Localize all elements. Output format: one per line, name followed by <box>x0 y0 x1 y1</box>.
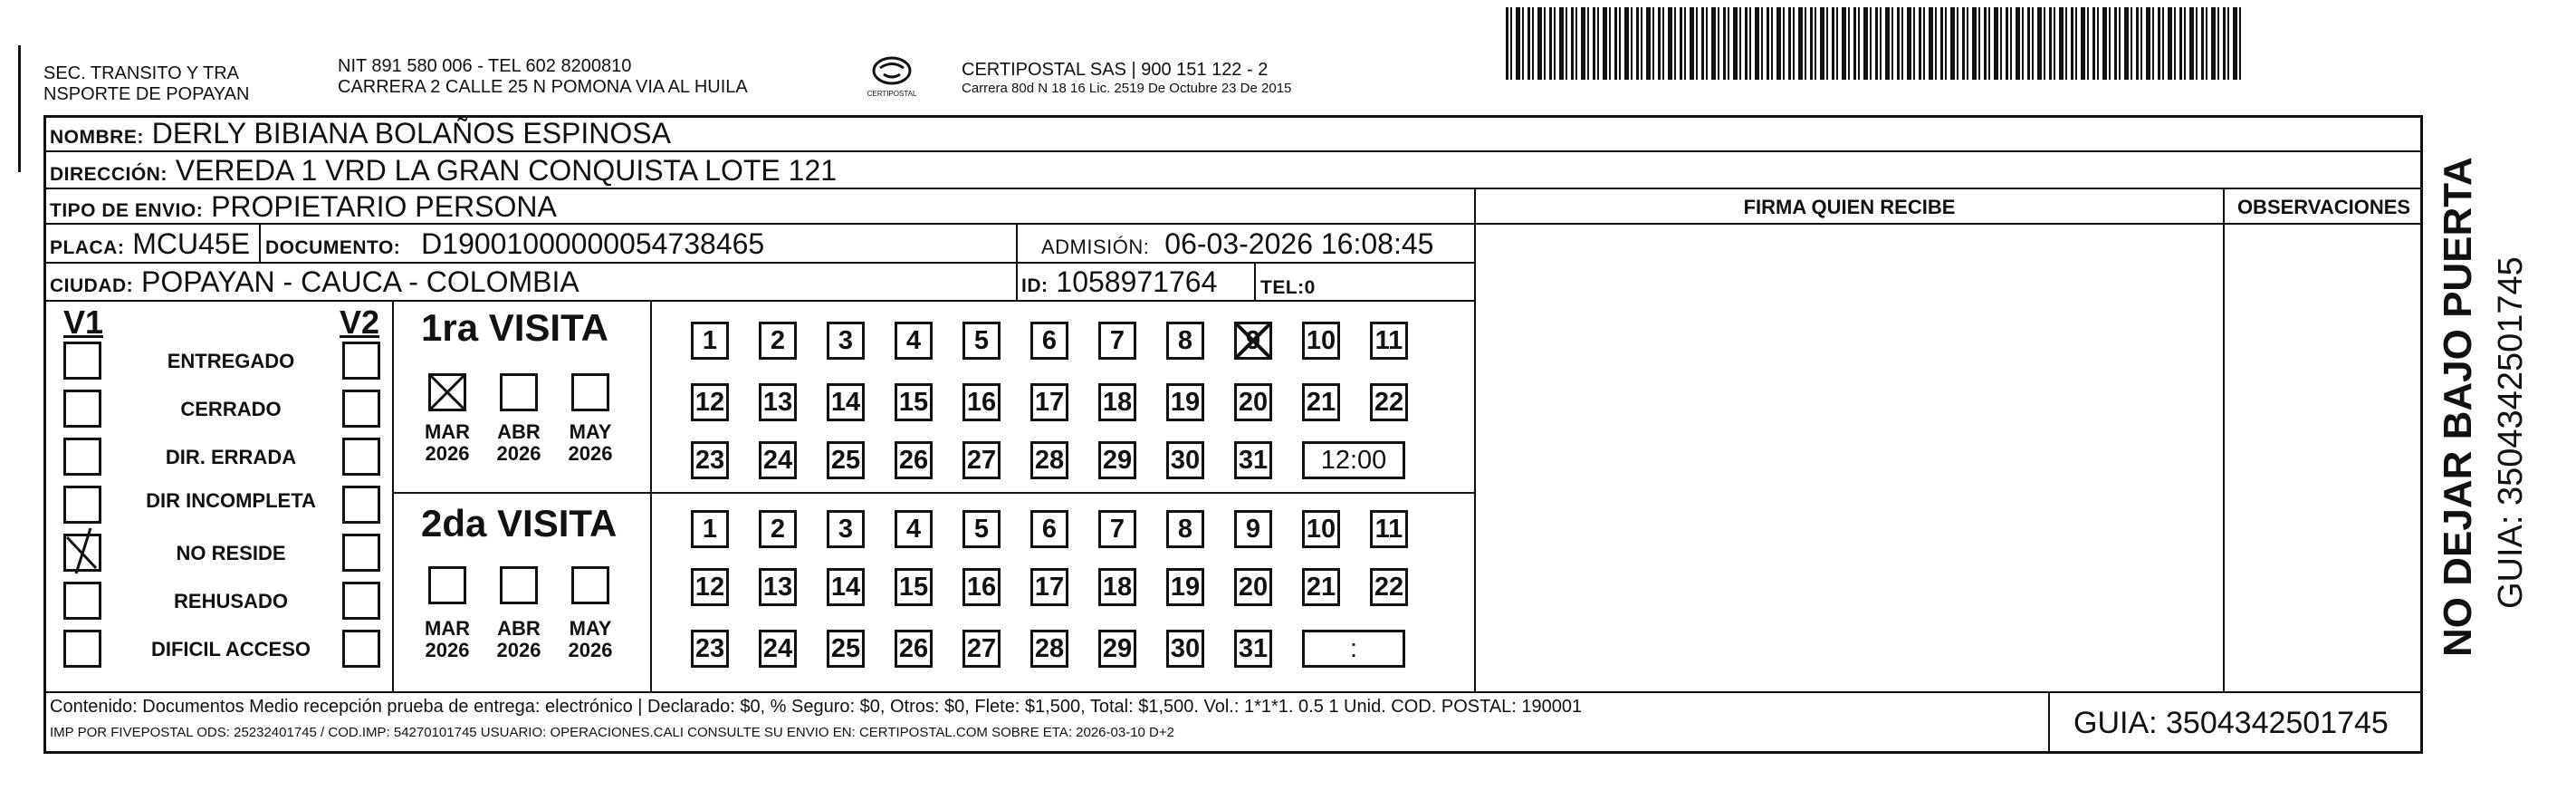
month-name: MAR <box>424 420 471 443</box>
status-dir-incompleta: DIR INCOMPLETA <box>146 489 316 512</box>
issuer-block <box>43 63 249 105</box>
month-year: 2026 <box>568 639 613 661</box>
first-visit-day-23[interactable]: 23 <box>691 441 729 479</box>
first-visit-day-27[interactable]: 27 <box>962 441 1001 479</box>
second-visit-day-22[interactable]: 22 <box>1370 568 1408 606</box>
second-visit-day-18[interactable]: 18 <box>1098 568 1136 606</box>
v1-checkbox-dificil-acceso[interactable] <box>63 630 101 668</box>
status-cerrado: CERRADO <box>180 398 282 420</box>
first-visit-month-abr-checkbox[interactable] <box>500 373 538 411</box>
second-visit-day-24[interactable]: 24 <box>759 630 797 668</box>
status-dificil-acceso: DIFICIL ACCESO <box>150 638 311 660</box>
v2-checkbox-cerrado[interactable] <box>342 390 380 428</box>
document-value: D19001000000054738465 <box>421 227 765 260</box>
second-visit-day-26[interactable]: 26 <box>895 630 933 668</box>
status-no-reside: NO RESIDE <box>176 542 286 564</box>
first-visit-day-30[interactable]: 30 <box>1166 441 1204 479</box>
second-visit-month-abr-checkbox[interactable] <box>500 566 538 604</box>
first-visit-day-20[interactable]: 20 <box>1234 383 1272 421</box>
id-value: 1058971764 <box>1056 265 1218 298</box>
v2-checkbox-rehusado[interactable] <box>342 582 380 620</box>
v1-checkbox-entregado[interactable] <box>63 342 101 380</box>
second-visit-title: 2da VISITA <box>421 502 618 545</box>
recipient-name: DERLY BIBIANA BOLAÑOS ESPINOSA <box>151 117 671 149</box>
first-visit-day-17[interactable]: 17 <box>1030 383 1068 421</box>
city-label: CIUDAD: <box>50 275 134 296</box>
v2-checkbox-entregado[interactable] <box>342 342 380 380</box>
recipient-address: VEREDA 1 VRD LA GRAN CONQUISTA LOTE 121 <box>175 154 838 187</box>
side-guide: GUIA: 3504342501745 <box>2492 256 2530 609</box>
second-visit-day-27[interactable]: 27 <box>962 630 1001 668</box>
signature-column-header: FIRMA QUIEN RECIBE <box>1743 196 1956 218</box>
logo-icon <box>871 56 913 85</box>
city-row <box>50 266 579 302</box>
v2-checkbox-dir-incompleta[interactable] <box>342 486 380 524</box>
v1-checkbox-dir-incompleta[interactable] <box>63 486 101 524</box>
second-visit-day-15[interactable]: 15 <box>895 568 933 606</box>
v1-label: V1 <box>63 304 104 341</box>
second-visit-day-7[interactable]: 7 <box>1098 510 1136 548</box>
day-number: 9 <box>1245 326 1261 355</box>
col-line <box>650 300 652 691</box>
second-visit-day-10[interactable]: 10 <box>1302 510 1340 548</box>
first-visit-day-7[interactable]: 7 <box>1098 322 1136 360</box>
month-name: MAR <box>424 617 471 640</box>
second-visit-day-21[interactable]: 21 <box>1302 568 1340 606</box>
address-label: DIRECCIÓN: <box>50 164 168 185</box>
checkmark-icon <box>428 373 466 411</box>
first-visit-day-1[interactable]: 1 <box>691 322 729 360</box>
second-visit-day-19[interactable]: 19 <box>1166 568 1204 606</box>
footer-guide: GUIA: 3504342501745 <box>2073 706 2389 740</box>
first-visit-month-abr <box>489 421 549 465</box>
visit-divider <box>392 492 1474 494</box>
v1-checkbox-dir-errada[interactable] <box>63 438 101 476</box>
address-line: CARRERA 2 CALLE 25 N POMONA VIA AL HUILA <box>338 77 748 97</box>
second-visit-day-2[interactable]: 2 <box>759 510 797 548</box>
issuer-line1: SEC. TRANSITO Y TRA <box>43 63 239 83</box>
second-visit-day-6[interactable]: 6 <box>1030 510 1068 548</box>
first-visit-day-5[interactable]: 5 <box>962 322 1001 360</box>
first-visit-day-21[interactable]: 21 <box>1302 383 1340 421</box>
observations-area[interactable] <box>2225 226 2421 691</box>
name-label: NOMBRE: <box>50 127 144 148</box>
tel-row <box>1260 268 1316 304</box>
second-visit-month-abr <box>489 618 549 661</box>
plate-row <box>50 228 250 264</box>
first-visit-day-13[interactable]: 13 <box>759 383 797 421</box>
plate-label: PLACA: <box>50 237 125 258</box>
first-visit-day-15[interactable]: 15 <box>895 383 933 421</box>
certipostal-logo <box>860 56 924 111</box>
logo-text: CERTIPOSTAL <box>867 90 917 98</box>
second-visit-month-mar-checkbox[interactable] <box>428 566 466 604</box>
month-year: 2026 <box>425 639 470 661</box>
second-visit-day-3[interactable]: 3 <box>827 510 865 548</box>
v2-checkbox-no-reside[interactable] <box>342 534 380 572</box>
first-visit-day-8[interactable]: 8 <box>1166 322 1204 360</box>
second-visit-day-1[interactable]: 1 <box>691 510 729 548</box>
observations-column-header: OBSERVACIONES <box>2236 196 2411 218</box>
second-visit-day-5[interactable]: 5 <box>962 510 1001 548</box>
first-visit-day-24[interactable]: 24 <box>759 441 797 479</box>
status-rehusado: REHUSADO <box>174 590 288 612</box>
type-label: TIPO DE ENVIO: <box>50 200 204 221</box>
plate-value: MCU45E <box>132 227 251 260</box>
document-row <box>265 228 764 264</box>
side-notice: NO DEJAR BAJO PUERTA <box>2436 157 2480 657</box>
second-visit-month-may-checkbox[interactable] <box>571 566 609 604</box>
month-name: MAY <box>569 617 612 640</box>
col-line <box>1016 223 1018 300</box>
courier-line: CERTIPOSTAL SAS | 900 151 122 - 2 <box>962 60 1269 80</box>
second-visit-day-23[interactable]: 23 <box>691 630 729 668</box>
v2-checkbox-dificil-acceso[interactable] <box>342 630 380 668</box>
col-line <box>2048 691 2050 754</box>
first-visit-day-18[interactable]: 18 <box>1098 383 1136 421</box>
month-year: 2026 <box>568 442 613 465</box>
second-visit-time-field[interactable]: : <box>1302 630 1405 668</box>
nit-line: NIT 891 580 006 - TEL 602 8200810 <box>338 56 632 76</box>
document-label: DOCUMENTO: <box>265 237 401 258</box>
second-visit-day-9[interactable]: 9 <box>1234 510 1272 548</box>
id-row <box>1021 266 1217 302</box>
status-entregado: ENTREGADO <box>167 350 295 372</box>
left-edge-mark <box>18 45 21 172</box>
first-visit-day-28[interactable]: 28 <box>1030 441 1068 479</box>
admission-row <box>1041 228 1433 263</box>
tel-value: 0 <box>1304 277 1316 298</box>
col-line <box>392 300 394 691</box>
second-visit-day-17[interactable]: 17 <box>1030 568 1068 606</box>
first-visit-day-25[interactable]: 25 <box>827 441 865 479</box>
month-year: 2026 <box>425 442 470 465</box>
first-visit-month-mar <box>417 421 477 465</box>
id-label: ID: <box>1021 275 1049 296</box>
second-visit-day-20[interactable]: 20 <box>1234 568 1272 606</box>
first-visit-month-mar-checkbox[interactable] <box>428 373 466 411</box>
month-name: MAY <box>569 420 612 443</box>
first-visit-day-11[interactable]: 11 <box>1370 322 1408 360</box>
second-visit-day-8[interactable]: 8 <box>1166 510 1204 548</box>
name-row <box>50 118 671 153</box>
barcode <box>1506 7 2244 80</box>
second-visit-day-16[interactable]: 16 <box>962 568 1001 606</box>
second-visit-day-25[interactable]: 25 <box>827 630 865 668</box>
first-visit-day-16[interactable]: 16 <box>962 383 1001 421</box>
second-visit-month-may <box>560 618 620 661</box>
issuer-line2: NSPORTE DE POPAYAN <box>43 84 250 104</box>
checkmark-icon <box>1234 322 1272 360</box>
second-visit-day-11[interactable]: 11 <box>1370 510 1408 548</box>
first-visit-month-may <box>560 421 620 465</box>
month-year: 2026 <box>496 639 541 661</box>
col-line <box>1254 262 1256 300</box>
admission-value: 06-03-2026 16:08:45 <box>1164 227 1434 260</box>
type-row <box>50 191 557 227</box>
v2-label: V2 <box>340 304 380 341</box>
month-name: ABR <box>497 420 541 443</box>
second-visit-day-12[interactable]: 12 <box>691 568 729 606</box>
first-visit-day-31[interactable]: 31 <box>1234 441 1272 479</box>
second-visit-day-31[interactable]: 31 <box>1234 630 1272 668</box>
first-visit-time-field[interactable]: 12:00 <box>1302 441 1405 479</box>
month-year: 2026 <box>496 442 541 465</box>
license-line: Carrera 80d N 18 16 Lic. 2519 De Octubre 23 De 2015 <box>962 81 1292 96</box>
second-visit-day-4[interactable]: 4 <box>895 510 933 548</box>
month-name: ABR <box>497 617 541 640</box>
imp-line: IMP POR FIVEPOSTAL ODS: 25232401745 / COD.IMP: 54270101745 USUARIO: OPERACIONES.CALI CONSULTE SU ENVIO EN: CERTIPOSTAL.COM SOBRE ETA: 2026-03-10 D+2 <box>50 725 1174 740</box>
first-visit-month-may-checkbox[interactable] <box>571 373 609 411</box>
shipment-type: PROPIETARIO PERSONA <box>211 190 557 223</box>
content-line: Contenido: Documentos Medio recepción prueba de entrega: electrónico | Declarado: $0, % Seguro: $0, Otros: $0, Flete: $1,500, Total: $1,500. Vol.: 1*1*1. 0.5 1 Unid. COD. POSTAL: 190001 <box>50 697 1583 717</box>
first-visit-day-4[interactable]: 4 <box>895 322 933 360</box>
checkmark-icon <box>63 534 101 572</box>
first-visit-day-10[interactable]: 10 <box>1302 322 1340 360</box>
second-visit-day-30[interactable]: 30 <box>1166 630 1204 668</box>
admission-label: ADMISIÓN: <box>1041 236 1150 258</box>
second-visit-day-28[interactable]: 28 <box>1030 630 1068 668</box>
first-visit-day-26[interactable]: 26 <box>895 441 933 479</box>
v2-checkbox-dir-errada[interactable] <box>342 438 380 476</box>
first-visit-day-9[interactable] <box>1234 322 1272 360</box>
first-visit-day-19[interactable]: 19 <box>1166 383 1204 421</box>
signature-area[interactable] <box>1476 226 2223 691</box>
first-visit-title: 1ra VISITA <box>421 306 608 349</box>
first-visit-day-2[interactable]: 2 <box>759 322 797 360</box>
second-visit-day-13[interactable]: 13 <box>759 568 797 606</box>
first-visit-day-12[interactable]: 12 <box>691 383 729 421</box>
second-visit-day-14[interactable]: 14 <box>827 568 865 606</box>
issuer-details <box>338 56 748 98</box>
address-row <box>50 155 837 190</box>
v1-checkbox-rehusado[interactable] <box>63 582 101 620</box>
row-line <box>43 691 2423 693</box>
first-visit-day-6[interactable]: 6 <box>1030 322 1068 360</box>
tel-label: TEL: <box>1260 277 1305 298</box>
second-visit-day-29[interactable]: 29 <box>1098 630 1136 668</box>
v1-checkbox-no-reside[interactable] <box>63 534 101 572</box>
first-visit-day-22[interactable]: 22 <box>1370 383 1408 421</box>
first-visit-day-14[interactable]: 14 <box>827 383 865 421</box>
courier-block <box>962 60 1291 96</box>
status-dir-errada: DIR. ERRADA <box>165 446 297 468</box>
first-visit-day-29[interactable]: 29 <box>1098 441 1136 479</box>
first-visit-day-3[interactable]: 3 <box>827 322 865 360</box>
v1-checkbox-cerrado[interactable] <box>63 390 101 428</box>
col-line <box>259 223 261 262</box>
city-value: POPAYAN - CAUCA - COLOMBIA <box>141 265 579 298</box>
second-visit-month-mar <box>417 618 477 661</box>
